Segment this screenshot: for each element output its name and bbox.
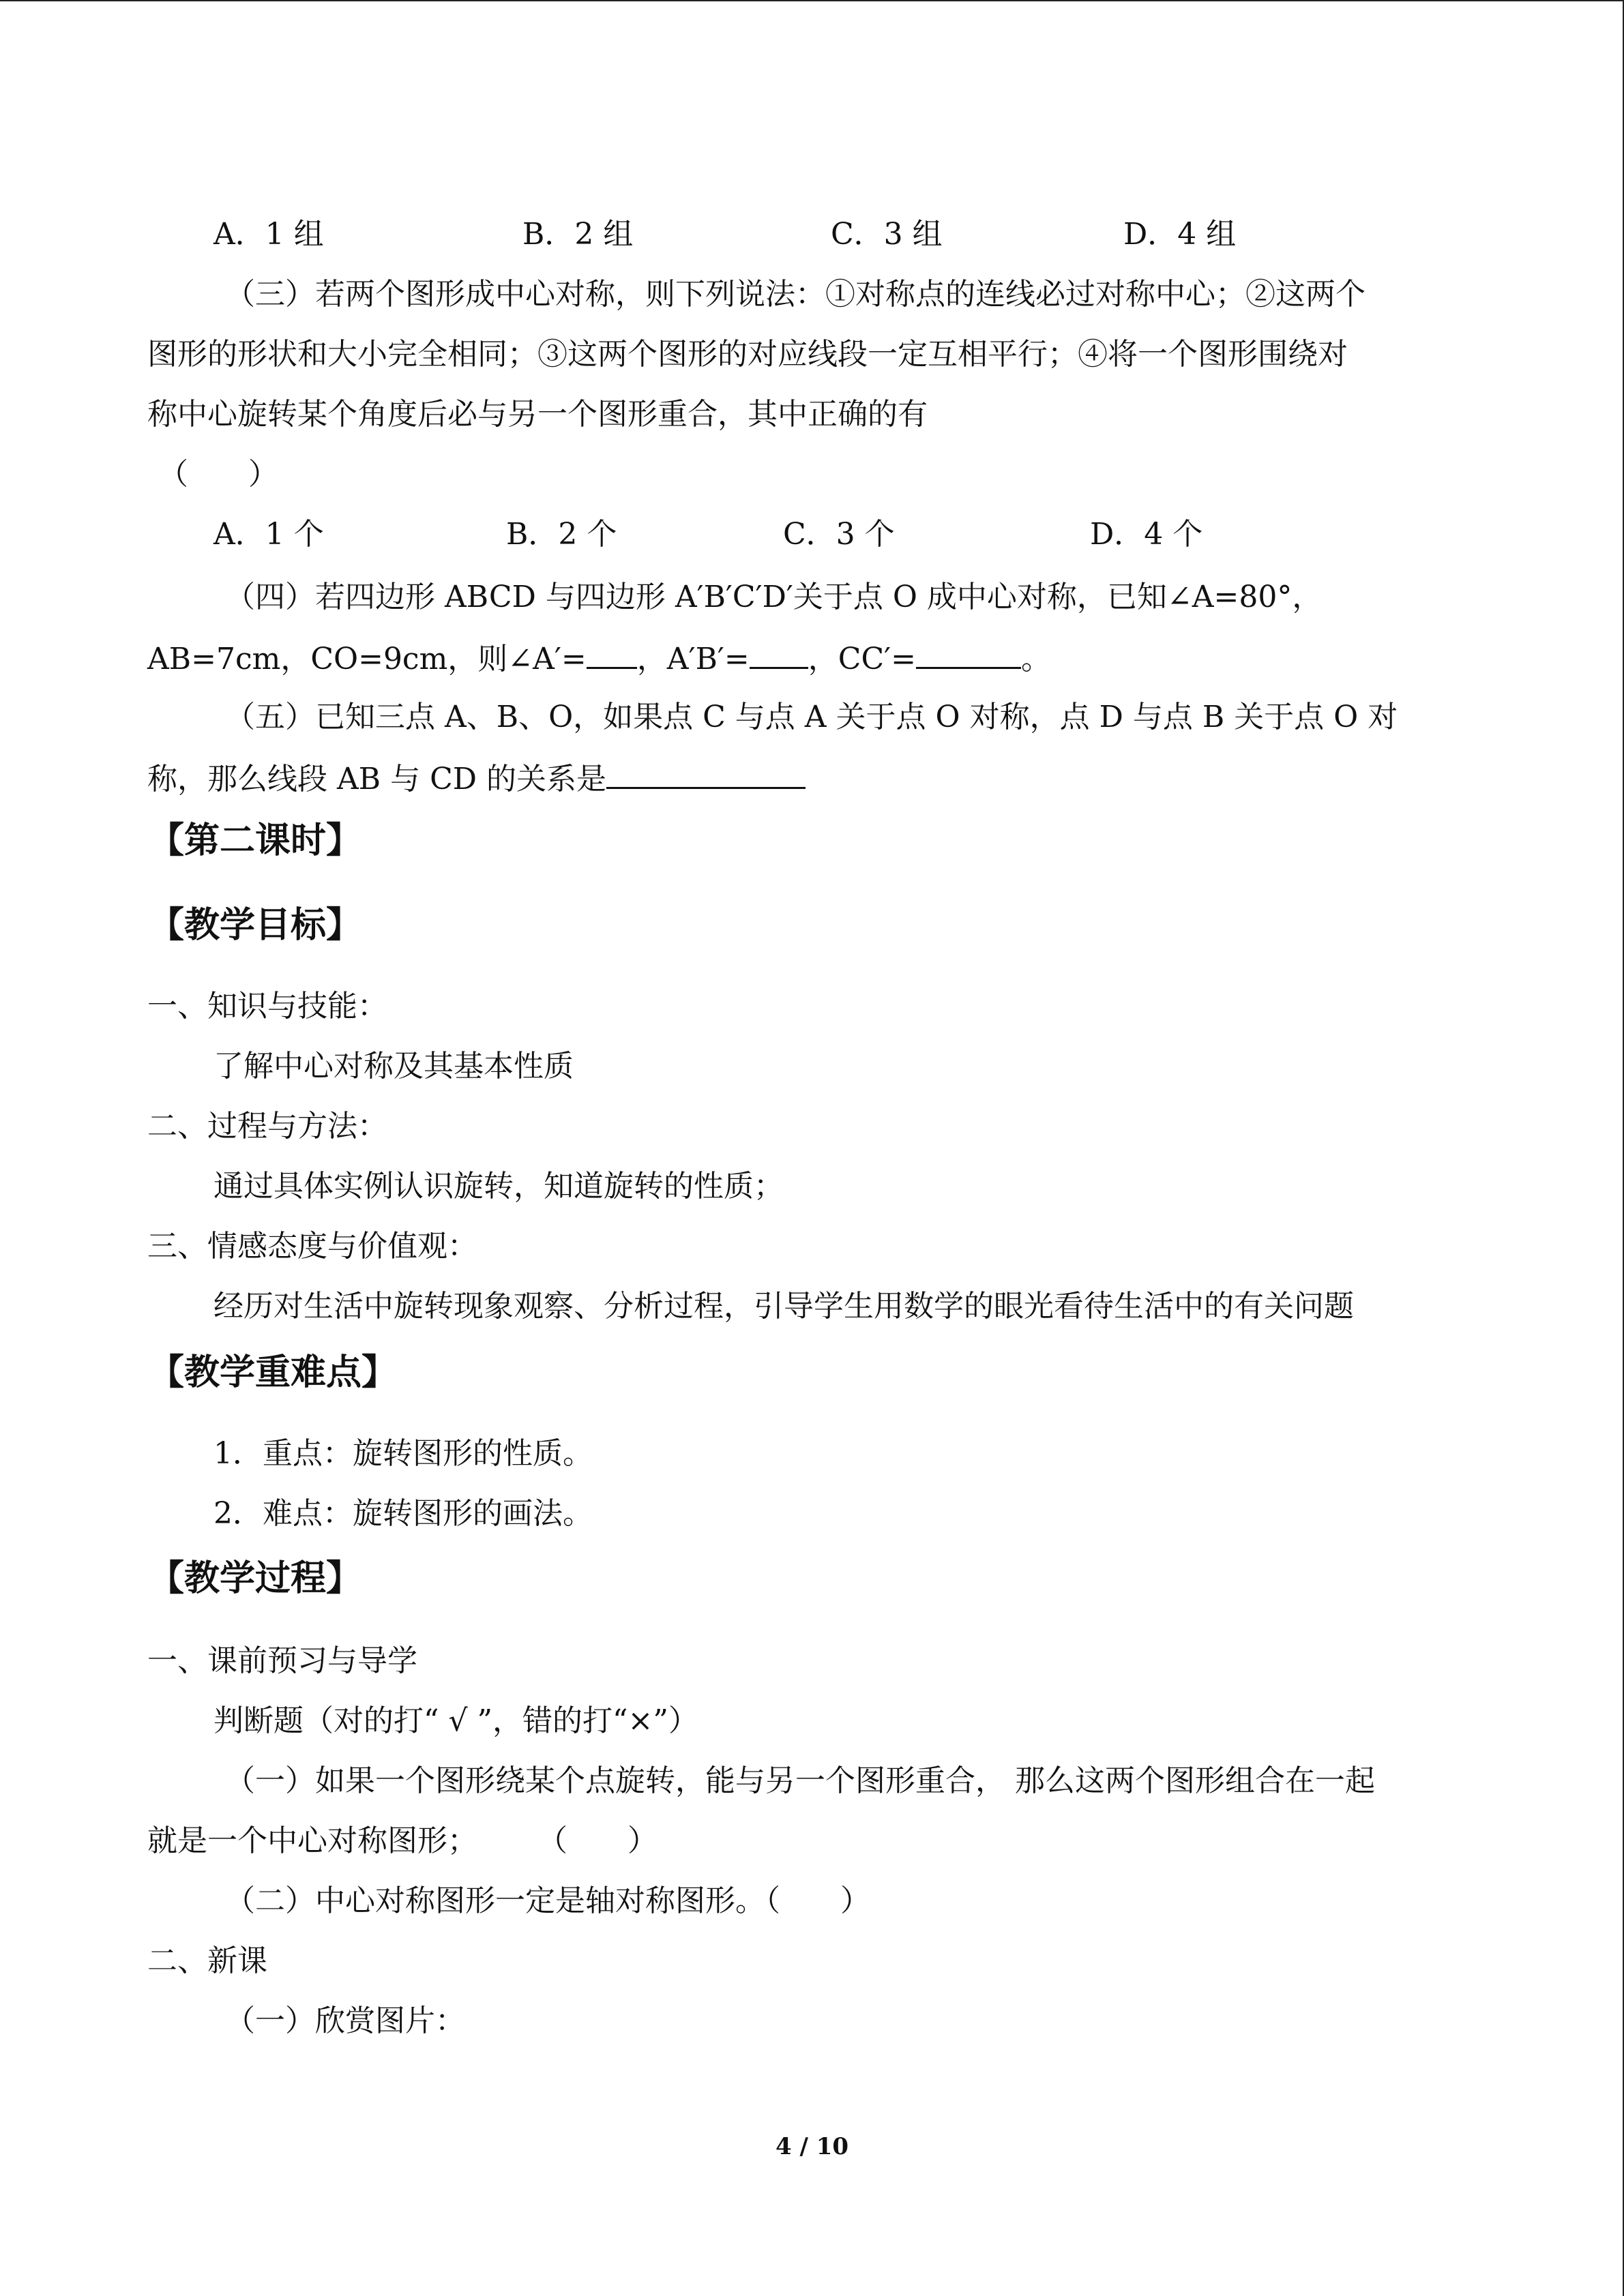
heading-teaching-goals: 【教学目标】 [149, 905, 362, 946]
blank-ab [750, 637, 808, 669]
q2-option-d: D．4 组 [1123, 217, 1237, 252]
q3-option-b: B．2 个 [506, 517, 617, 552]
key-point-2: 2．难点：旋转图形的画法。 [213, 1496, 593, 1531]
q3-answer-paren: （ ） [158, 457, 278, 492]
q2-option-c: C．3 组 [831, 217, 943, 252]
q3-line-1: （三）若两个图形成中心对称，则下列说法：①对称点的连线必过对称中心；②这两个 [225, 277, 1365, 312]
goal-1-title: 一、知识与技能： [147, 989, 387, 1024]
goal-3-text: 经历对生活中旋转现象观察、分析过程，引导学生用数学的眼光看待生活中的有关问题 [213, 1289, 1354, 1324]
process-1-title: 一、课前预习与导学 [147, 1643, 417, 1678]
q4-part-2: ，A′B′= [636, 642, 750, 676]
goal-3-title: 三、情感态度与价值观： [147, 1229, 477, 1264]
q5-line-2-text: 称，那么线段 AB 与 CD 的关系是 [147, 762, 606, 796]
q2-option-a: A．1 组 [213, 217, 324, 252]
q3-option-d: D．4 个 [1090, 517, 1203, 552]
process-1-intro: 判断题（对的打“ √ ”，错的打“×”） [213, 1703, 698, 1738]
judgement-1-line-1: （一）如果一个图形绕某个点旋转，能与另一个图形重合， 那么这两个图形组合在一起 [225, 1763, 1375, 1798]
key-point-1: 1．重点：旋转图形的性质。 [213, 1436, 593, 1471]
blank-ab-cd-relation [606, 757, 806, 789]
blank-angle-a [587, 637, 637, 669]
process-2-sub: （一）欣赏图片： [225, 2003, 465, 2038]
q3-option-a: A．1 个 [213, 517, 324, 552]
q5-line-1: （五）已知三点 A、B、O，如果点 C 与点 A 关于点 O 对称，点 D 与点 B 关于点 O 对 [225, 700, 1398, 734]
goal-1-text: 了解中心对称及其基本性质 [213, 1049, 574, 1084]
blank-cc [916, 637, 1021, 669]
q2-option-b: B．2 组 [522, 217, 634, 252]
heading-lesson-2: 【第二课时】 [149, 820, 362, 861]
q4-part-1: AB=7cm，CO=9cm，则∠A′= [147, 642, 587, 676]
q3-line-3: 称中心旋转某个角度后必与另一个图形重合，其中正确的有 [147, 397, 928, 432]
q5-line-2 [147, 757, 806, 800]
q4-line-2 [147, 637, 1051, 680]
judgement-1-line-2: 就是一个中心对称图形； （ ） [147, 1823, 658, 1858]
q3-option-c: C．3 个 [783, 517, 895, 552]
heading-teaching-process: 【教学过程】 [149, 1558, 362, 1599]
page-number: 4 / 10 [775, 2133, 849, 2160]
q4-part-3: ，CC′= [808, 642, 916, 676]
q3-line-2: 图形的形状和大小完全相同；③这两个图形的对应线段一定互相平行；④将一个图形围绕对 [147, 337, 1348, 372]
goal-2-title: 二、过程与方法： [147, 1109, 387, 1144]
judgement-2: （二）中心对称图形一定是轴对称图形。（ ） [225, 1883, 870, 1918]
q4-line-1: （四）若四边形 ABCD 与四边形 A′B′C′D′关于点 O 成中心对称，已知∠A=80°， [225, 580, 1323, 614]
process-2-title: 二、新课 [147, 1943, 267, 1978]
q4-end: 。 [1020, 642, 1051, 676]
goal-2-text: 通过具体实例认识旋转，知道旋转的性质； [213, 1169, 784, 1204]
heading-key-points: 【教学重难点】 [149, 1352, 398, 1393]
